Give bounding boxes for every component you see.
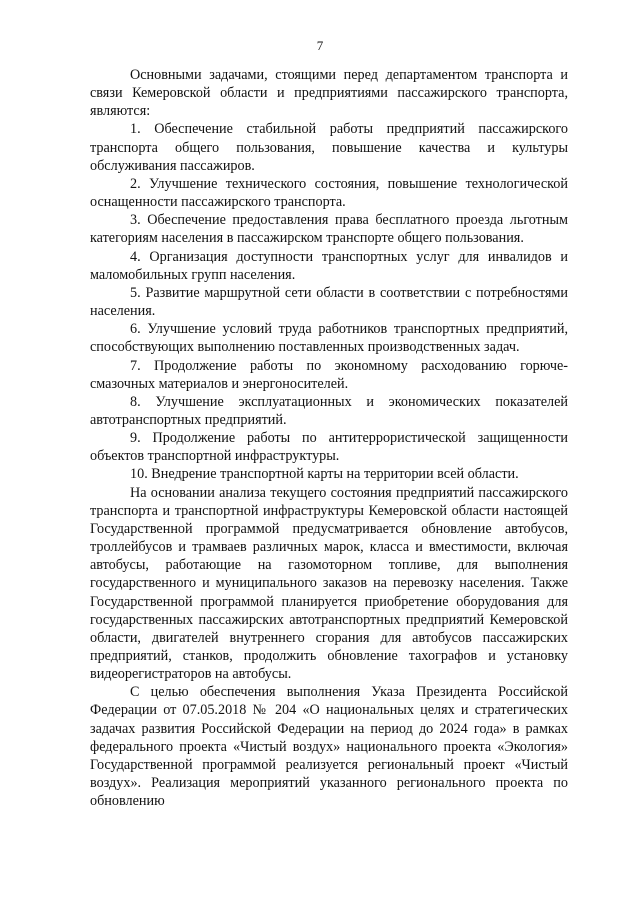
paragraph-task-7: 7. Продолжение работы по экономному расходованию горюче-смазочных материалов и энергоносителей.: [90, 357, 568, 392]
page-number: 7: [316, 38, 324, 53]
paragraph-analysis: На основании анализа текущего состояния предприятий пассажирского транспорта и транспортной инфраструктуры Кемеровской области настоящей Государственной программой предусматривается обновление автобусов, троллейбусов и трамваев различных марок, класса и вместимости, включая автобусы, работающие на газомоторном топливе, для выполнения государственного и муниципального заказов на перевозку населения. Также Государственной программой планируется приобретение оборудования для государственных пассажирских автотранспортных предприятий Кемеровской области, двигателей внутреннего сгорания для автобусов пассажирских предприятий, станков, продолжить обновление тахографов и установку видеорегистраторов на автобусы.: [90, 484, 568, 683]
document-body: [90, 66, 568, 810]
paragraph-task-8: 8. Улучшение эксплуатационных и экономических показателей автотранспортных предприятий.: [90, 393, 568, 428]
paragraph-task-2: 2. Улучшение технического состояния, повышение технологической оснащенности пассажирского транспорта.: [90, 175, 568, 211]
paragraph-task-6: 6. Улучшение условий труда работников транспортных предприятий, способствующих выполнению поставленных производственных задач.: [90, 321, 568, 356]
paragraph-task-4: 4. Организация доступности транспортных услуг для инвалидов и маломобильных групп населения.: [90, 248, 568, 283]
paragraph-task-3: 3. Обеспечение предоставления права бесплатного проезда льготным категориям населения в пассажирском транспорте общего пользования.: [90, 212, 568, 247]
paragraph-task-1: 1. Обеспечение стабильной работы предприятий пассажирского транспорта общего пользования, повышение качества и культуры обслуживания пассажиров.: [90, 121, 568, 174]
paragraph-task-10: 10. Внедрение транспортной карты на территории всей области.: [130, 466, 519, 483]
paragraph-task-9: 9. Продолжение работы по антитеррористической защищенности объектов транспортной инфраструктуры.: [90, 430, 568, 465]
paragraph-intro: Основными задачами, стоящими перед департаментом транспорта и связи Кемеровской области и предприятиями пассажирского транспорта, являются:: [90, 67, 568, 120]
paragraph-task-5: 5. Развитие маршрутной сети области в соответствии с потребностями населения.: [90, 284, 568, 320]
paragraph-decree: С целью обеспечения выполнения Указа Президента Российской Федерации от 07.05.2018 № 204 «О национальных целях и стратегических задачах развития Российской Федерации на период до 2024 года» в рамках федерального проекта «Чистый воздух» национального проекта «Экология» Государственной программой реализуется региональный проект «Чистый воздух». Реализация мероприятий указанного регионального проекта по обновлению: [90, 684, 568, 810]
